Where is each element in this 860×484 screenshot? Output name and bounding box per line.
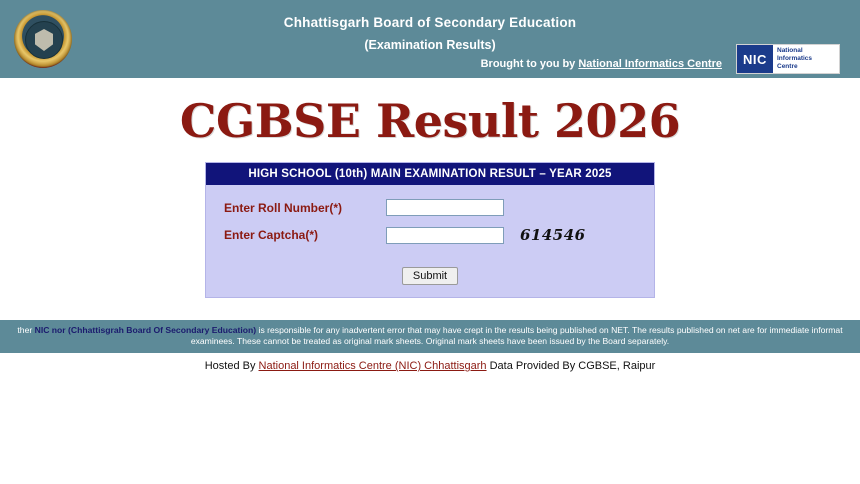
- brought-prefix: Brought to you by: [480, 58, 579, 70]
- captcha-input[interactable]: [386, 227, 504, 244]
- page-footer: [0, 360, 860, 372]
- data-provided-label: Data Provided By CGBSE, Raipur: [486, 360, 656, 372]
- nic-text-line2: Informatics: [777, 55, 813, 62]
- submit-button[interactable]: Submit: [402, 267, 458, 285]
- brought-to-you-by: [481, 58, 722, 70]
- result-form-panel: [205, 162, 655, 298]
- nic-text-line3: Centre: [777, 63, 798, 70]
- header-titles: [0, 0, 860, 54]
- page-title: CGBSE Result 2026: [179, 94, 681, 148]
- nic-logo-text: [773, 47, 812, 71]
- header-title: Chhattisgarh Board of Secondary Education: [283, 15, 577, 30]
- hosted-by-label: Hosted By: [204, 360, 259, 372]
- disclaimer-line1: ther NIC nor (Chhattisgrah Board Of Secondary Education) is responsible for any inadvertent error that may have crept in the results being published on NET. The results published on net are for immediate informat: [17, 325, 843, 335]
- form-rows: [206, 185, 654, 264]
- header-subtitle: (Examination Results): [364, 38, 496, 52]
- roll-number-row: [206, 199, 654, 216]
- panel-heading: HIGH SCHOOL (10th) MAIN EXAMINATION RESULT – YEAR 2025: [206, 163, 654, 185]
- nic-logo: [736, 44, 840, 74]
- submit-row: [206, 264, 654, 297]
- nic-link[interactable]: National Informatics Centre: [578, 58, 722, 70]
- roll-number-input[interactable]: [386, 199, 504, 216]
- captcha-row: [206, 226, 654, 244]
- cgbse-emblem-icon: [14, 10, 72, 68]
- roll-number-label: Enter Roll Number(*): [224, 200, 343, 215]
- emblem-inner: [25, 21, 63, 59]
- nic-mark-icon: NIC: [737, 45, 773, 73]
- site-header: [0, 0, 860, 78]
- disclaimer-line2: examinees. These cannot be treated as original mark sheets. Original mark sheets have been issued by the Board separately.: [190, 336, 670, 346]
- host-link[interactable]: National Informatics Centre (NIC) Chhattisgarh: [258, 360, 487, 372]
- disclaimer-strip: [0, 320, 860, 353]
- captcha-label: Enter Captcha(*): [224, 228, 319, 242]
- nic-text-line1: National: [777, 47, 803, 54]
- captcha-code-image: 614546: [520, 226, 586, 244]
